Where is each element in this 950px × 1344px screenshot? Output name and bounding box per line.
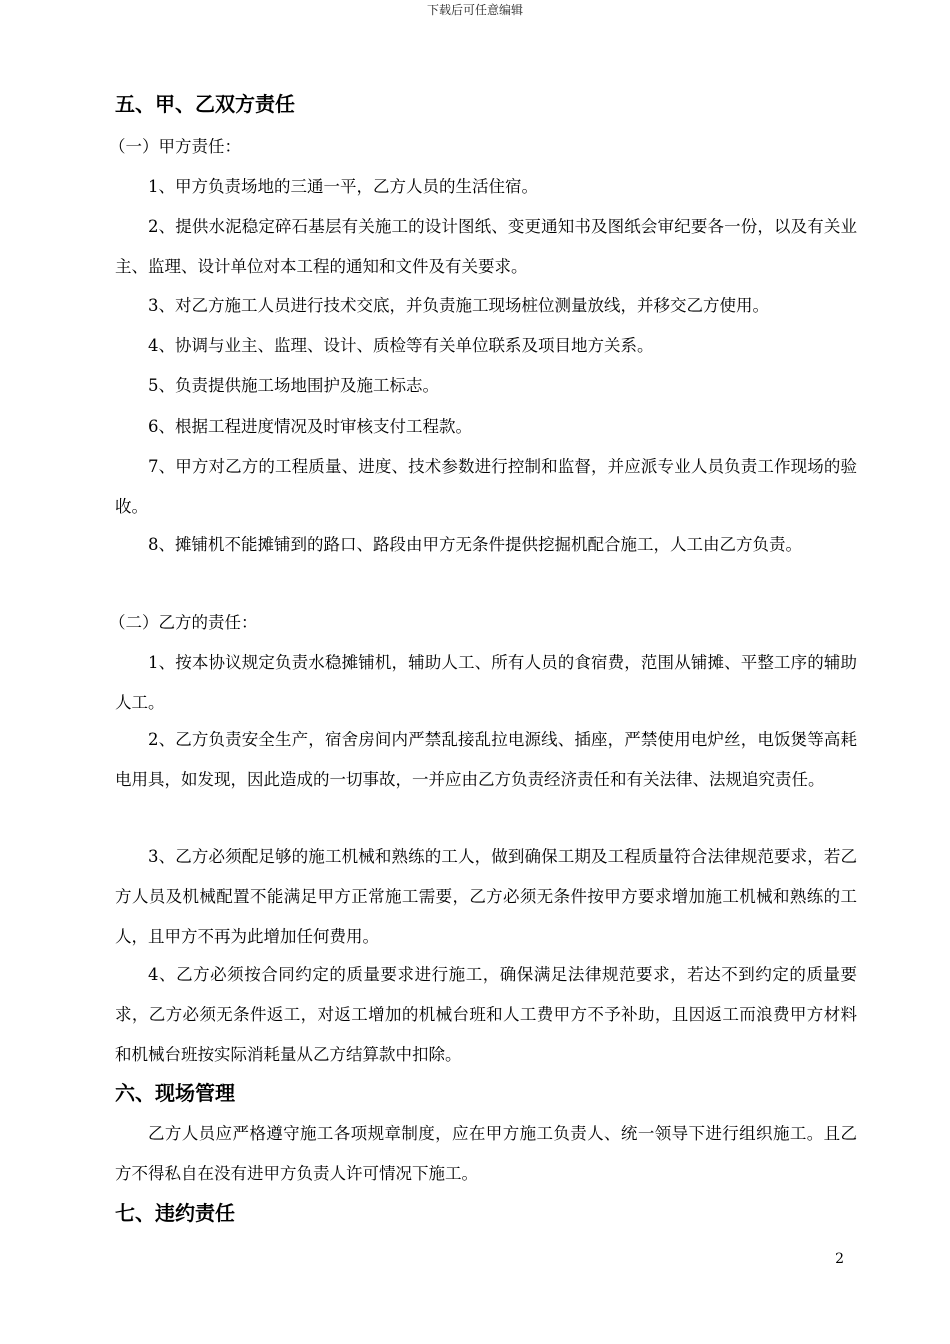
party-a-item-7: 7、甲方对乙方的工程质量、进度、技术参数进行控制和监督，并应派专业人员负责工作现场的验收。 [115,457,857,516]
party-b-item-2: 2、乙方负责安全生产，宿舍房间内严禁乱接乱拉电源线、插座，严禁使用电炉丝，电饭煲等高耗电用具，如发现，因此造成的一切事故，一并应由乙方负责经济责任和有关法律、法规追究责任。 [115,730,857,789]
party-b-subheading: （二）乙方的责任： [109,613,258,632]
party-a-item-1: 1、甲方负责场地的三通一平，乙方人员的生活住宿。 [148,177,538,196]
party-b-item-4: 4、乙方必须按合同约定的质量要求进行施工，确保满足法律规范要求，若达不到约定的质量要求，乙方必须无条件返工，对返工增加的机械台班和人工费甲方不予补助，且因返工而浪费甲方材料和机械台班按实际消耗量从乙方结算款中扣除。 [115,965,857,1064]
party-a-subheading: （一）甲方责任： [109,137,241,156]
party-a-item-3: 3、对乙方施工人员进行技术交底，并负责施工现场桩位测量放线，并移交乙方使用。 [148,296,769,315]
section-7-heading: 七、违约责任 [115,1201,235,1225]
party-a-item-4: 4、协调与业主、监理、设计、质检等有关单位联系及项目地方关系。 [148,336,654,355]
party-a-item-5: 5、负责提供施工场地围护及施工标志。 [148,376,439,395]
page-header-note: 下载后可任意编辑 [426,3,523,17]
party-b-item-3: 3、乙方必须配足够的施工机械和熟练的工人，做到确保工期及工程质量符合法律规范要求，若乙方人员及机械配置不能满足甲方正常施工需要，乙方必须无条件按甲方要求增加施工机械和熟练的工人，且甲方不再为此增加任何费用。 [115,847,857,946]
party-a-item-6: 6、根据工程进度情况及时审核支付工程款。 [148,417,472,436]
page-number: 2 [835,1251,844,1267]
section-6-body: 乙方人员应严格遵守施工各项规章制度，应在甲方施工负责人、统一领导下进行组织施工。且乙方不得私自在没有进甲方负责人许可情况下施工。 [115,1124,857,1183]
section-6-heading: 六、现场管理 [115,1081,235,1105]
party-b-item-1: 1、按本协议规定负责水稳摊铺机，辅助人工、所有人员的食宿费，范围从铺摊、平整工序的辅助人工。 [115,653,857,712]
section-5-heading: 五、甲、乙双方责任 [115,92,295,116]
party-a-item-2: 2、提供水泥稳定碎石基层有关施工的设计图纸、变更通知书及图纸会审纪要各一份，以及有关业主、监理、设计单位对本工程的通知和文件及有关要求。 [115,217,857,276]
party-a-item-8: 8、摊铺机不能摊铺到的路口、路段由甲方无条件提供挖掘机配合施工，人工由乙方负责。 [148,535,802,554]
